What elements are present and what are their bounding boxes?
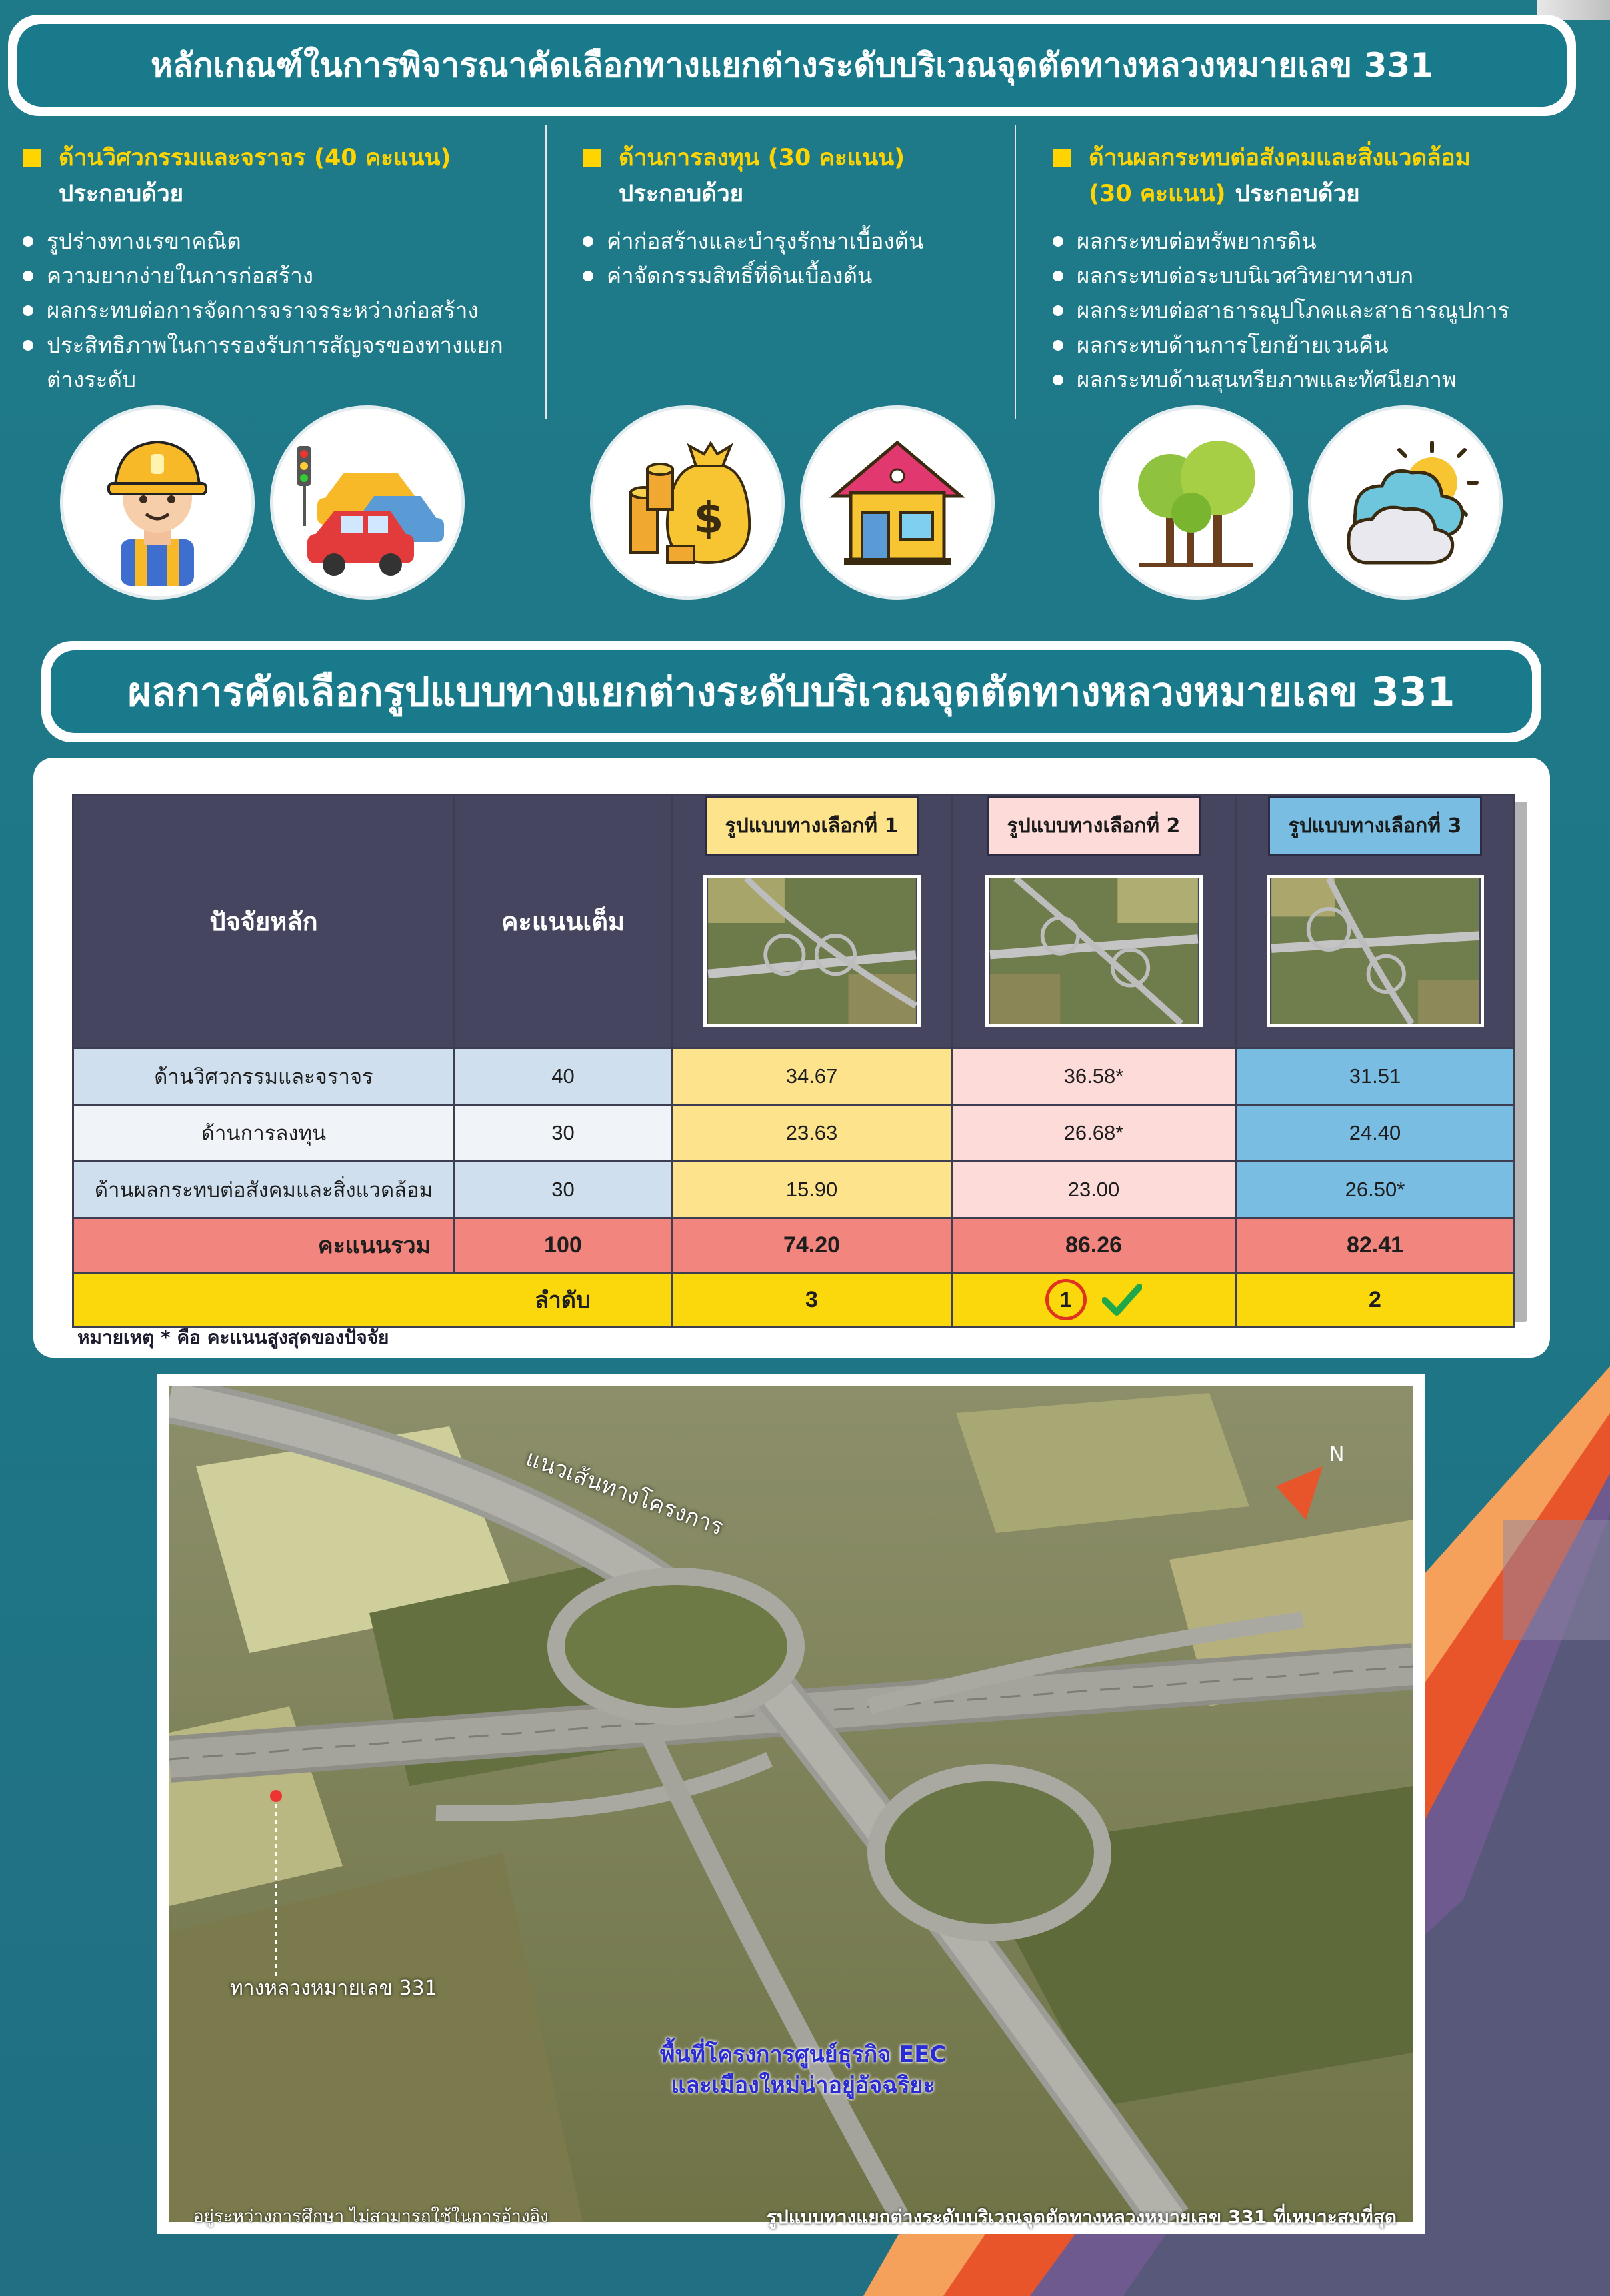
- criteria-list: [580, 224, 1007, 293]
- study-disclaimer: อยู่ระหว่างการศึกษา ไม่สามารถใช้ในการอ้างอิง: [193, 2207, 549, 2227]
- full-score: 40: [455, 1048, 672, 1104]
- criteria-item: ผลกระทบต่อการจัดการจราจรระหว่างก่อสร้าง: [20, 293, 527, 328]
- criteria-item: รูปร่างทางเรขาคณิต: [20, 224, 527, 259]
- criteria-investment: [580, 140, 1007, 420]
- highway-label: ทางหลวงหมายเลข 331: [230, 1977, 437, 2000]
- criteria-subtitle: ประกอบด้วย: [1235, 181, 1360, 207]
- weather-cloud-icon: [1308, 405, 1503, 600]
- criteria-item: ผลกระทบต่อทรัพยากรดิน: [1050, 224, 1583, 259]
- option-2-score: 23.00: [952, 1161, 1236, 1218]
- results-header-title: ผลการคัดเลือกรูปแบบทางแยกต่างระดับบริเวณจุดตัดทางหลวงหมายเลข 331: [51, 650, 1532, 733]
- column-divider: [1015, 125, 1016, 419]
- money-bag-icon: [590, 405, 785, 600]
- factor-label: ด้านการลงทุน: [73, 1104, 455, 1161]
- option-3-score: 26.50*: [1236, 1161, 1515, 1218]
- total-full-score: 100: [455, 1218, 672, 1272]
- eec-area-label: [660, 2039, 946, 2101]
- yellow-square-marker: [1053, 149, 1071, 167]
- option-3-rank: 2: [1236, 1272, 1515, 1327]
- results-table: [72, 794, 1515, 1328]
- option-3-total: 82.41: [1236, 1218, 1515, 1272]
- eec-area-label-line2: และเมืองใหม่น่าอยู่อัจฉริยะ: [671, 2072, 935, 2099]
- check-icon: [1102, 1283, 1142, 1316]
- criteria-item: ค่าจัดกรรมสิทธิ์ที่ดินเบื้องต้น: [580, 259, 1007, 293]
- criteria-title: ด้านผลกระทบต่อสังคมและสิ่งแวดล้อม: [1089, 145, 1471, 171]
- criteria-social-environment: [1050, 140, 1583, 420]
- criteria-title: ด้านวิศวกรรมและจราจร (40 คะแนน): [59, 145, 451, 171]
- criteria-header-title: หลักเกณฑ์ในการพิจารณาคัดเลือกทางแยกต่างระดับบริเวณจุดตัดทางหลวงหมายเลข 331: [17, 24, 1567, 107]
- criteria-item: ค่าก่อสร้างและบำรุงรักษาเบื้องต้น: [580, 224, 1007, 259]
- criteria-title: ด้านการลงทุน (30 คะแนน): [619, 145, 905, 171]
- criteria-header-banner: [8, 15, 1576, 116]
- criteria-item: ผลกระทบด้านสุนทรียภาพและทัศนียภาพ: [1050, 363, 1583, 397]
- yellow-square-marker: [23, 149, 41, 167]
- option-2-rank: 1: [1045, 1279, 1087, 1320]
- option-2-label: รูปแบบทางเลือกที่ 2: [987, 796, 1201, 856]
- total-row: [73, 1218, 1515, 1272]
- criteria-item: ประสิทธิภาพในการรองรับการสัญจรของทางแยก ต่างระดับ: [20, 328, 527, 397]
- rank-label: ลำดับ: [455, 1272, 672, 1327]
- results-header-banner: [41, 641, 1541, 742]
- criteria-item: ผลกระทบต่อระบบนิเวศวิทยาทางบก: [1050, 259, 1583, 293]
- option-3-score: 31.51: [1236, 1048, 1515, 1104]
- full-score: 30: [455, 1161, 672, 1218]
- option-1-total: 74.20: [672, 1218, 952, 1272]
- criteria-item: ผลกระทบต่อสาธารณูปโภคและสาธารณูปการ: [1050, 293, 1583, 328]
- criteria-subtitle: ประกอบด้วย: [59, 181, 184, 207]
- table-row: [73, 1161, 1515, 1218]
- full-score: 30: [455, 1104, 672, 1161]
- table-row: [73, 1048, 1515, 1104]
- option-1-score: 34.67: [672, 1048, 952, 1104]
- table-row: [73, 1104, 1515, 1161]
- route-label: แนวเส้นทางโครงการ: [522, 1444, 727, 1541]
- trees-icon: [1099, 405, 1293, 600]
- header-full-score: คะแนนเต็ม: [455, 796, 672, 1048]
- option-2-thumbnail: [985, 875, 1203, 1027]
- eec-area-label-line1: พื้นที่โครงการศูนย์ธุรกิจ EEC: [660, 2041, 947, 2068]
- criteria-list: [1050, 224, 1583, 397]
- photo-caption: รูปแบบทางแยกต่างระดับบริเวณจุดตัดทางหลวงหมายเลข 331 ที่เหมาะสมที่สุด: [767, 2206, 1397, 2228]
- criteria-subtitle: ประกอบด้วย: [619, 181, 744, 207]
- engineer-icon: [60, 405, 255, 600]
- column-divider: [545, 125, 547, 419]
- yellow-square-marker: [583, 149, 601, 167]
- factor-label: ด้านวิศวกรรมและจราจร: [73, 1048, 455, 1104]
- house-icon: [800, 405, 995, 600]
- aerial-photo-frame: [157, 1374, 1425, 2234]
- factor-label: ด้านผลกระทบต่อสังคมและสิ่งแวดล้อม: [73, 1161, 455, 1218]
- criteria-list: [20, 224, 527, 397]
- option-3-score: 24.40: [1236, 1104, 1515, 1161]
- option-2-score: 26.68*: [952, 1104, 1236, 1161]
- option-1-rank: 3: [672, 1272, 952, 1327]
- north-marker: N: [1329, 1443, 1345, 1466]
- criteria-item: ผลกระทบด้านการโยกย้ายเวนคืน: [1050, 328, 1583, 363]
- option-1-score: 15.90: [672, 1161, 952, 1218]
- option-3-label: รูปแบบทางเลือกที่ 3: [1268, 796, 1483, 856]
- option-2-total: 86.26: [952, 1218, 1236, 1272]
- option-1-label: รูปแบบทางเลือกที่ 1: [705, 796, 919, 856]
- criteria-engineering: [20, 140, 527, 420]
- table-footnote: หมายเหตุ * คือ คะแนนสูงสุดของปัจจัย: [77, 1326, 389, 1348]
- criteria-title-points: (30 คะแนน): [1089, 181, 1226, 207]
- traffic-cars-icon: [270, 405, 465, 600]
- option-2-score: 36.58*: [952, 1048, 1236, 1104]
- option-3-thumbnail: [1267, 875, 1484, 1027]
- total-label: คะแนนรวม: [73, 1218, 455, 1272]
- svg-text:$: $: [693, 494, 724, 543]
- header-factor: ปัจจัยหลัก: [73, 796, 455, 1048]
- option-1-thumbnail: [703, 875, 921, 1027]
- rank-row: [73, 1272, 1515, 1327]
- criteria-item: ความยากง่ายในการก่อสร้าง: [20, 259, 527, 293]
- option-1-score: 23.63: [672, 1104, 952, 1161]
